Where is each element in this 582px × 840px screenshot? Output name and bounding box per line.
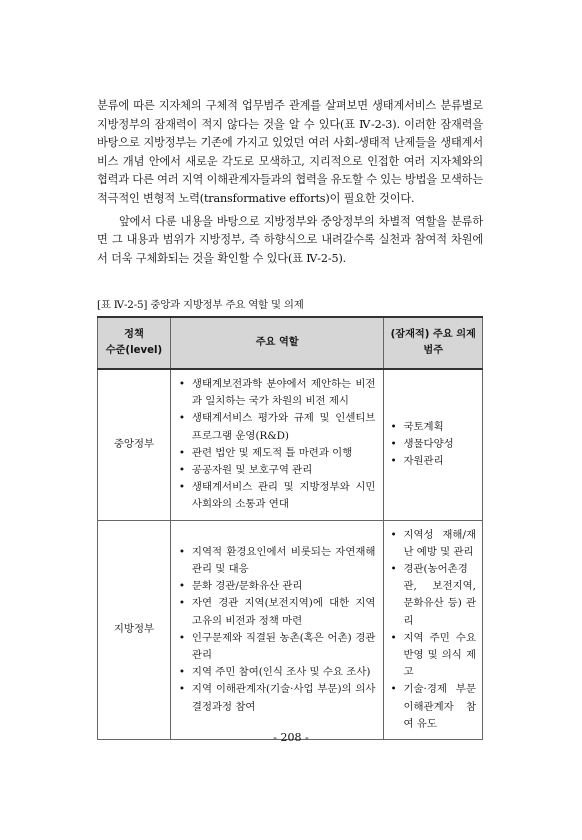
header-agenda-category	[384, 317, 483, 369]
list-item	[177, 376, 376, 410]
agenda-cell	[384, 369, 483, 520]
list-item-text: 생물다양성	[403, 438, 454, 451]
agenda-list	[388, 419, 476, 471]
table-caption: [표 Ⅳ-2-5] 중앙과 지방정부 주요 역할 및 의제	[97, 299, 304, 311]
list-item-text: 자원관리	[403, 455, 444, 468]
list-item	[388, 527, 476, 561]
list-item-text: 경관(농어촌경관, 보전지역, 문화유산 등) 관리	[403, 563, 476, 627]
list-item	[388, 419, 476, 436]
bullet-icon: •	[390, 421, 397, 433]
bullet-icon: •	[178, 597, 186, 610]
roles-cell	[170, 369, 384, 520]
list-item	[177, 578, 376, 595]
list-item	[177, 479, 376, 513]
list-item-text: 지역성 재해/재난 예방 및 관리	[403, 528, 476, 558]
list-item	[388, 436, 476, 453]
header-policy-level-line2: 수준(level)	[105, 345, 163, 356]
bullet-icon: •	[390, 683, 397, 696]
table-header-row	[98, 317, 483, 369]
list-item-text: 지역 이해관계자(기술·사업 부문)의 의사결정과정 참여	[191, 683, 376, 713]
list-item-text: 지역적 환경요인에서 비롯되는 자연재해 관리 및 대응	[191, 545, 376, 576]
bullet-icon: •	[178, 683, 186, 696]
bullet-icon: •	[178, 412, 186, 425]
list-item-text: 지역 주민 참여(인식 조사 및 수요 조사)	[191, 666, 371, 679]
table-row-local-government	[98, 520, 483, 739]
level-cell: 중앙정부	[98, 369, 171, 520]
list-item	[177, 664, 376, 681]
bullet-icon: •	[178, 580, 186, 593]
policy-roles-table	[97, 316, 483, 740]
list-item-text: 지역 주민 수요 반영 및 의식 제고	[403, 631, 476, 679]
list-item	[388, 630, 476, 682]
body-paragraph-1: 분류에 따른 지자체의 구체적 업무범주 관계를 살펴보면 생태계서비스 분류별로 지방정부의 잠재력이 적지 않다는 것을 알 수 있다(표 Ⅳ-2-3). 이러한 잠재력을 바탕으로 지방정부는 기존에 가지고 있었던 여러 사회-생태적 난제들을 생태계서비스 개념 안에서 새로운 각도로 모색하고, 지리적으로 인접한 여러 지자체와의 협력과 다른 여러 지역 이해관계자들과의 협력을 유도할 수 있는 방법을 모색하는 적극적인 변형적 노력(transformative efforts)이 필요한 것이다.	[97, 99, 483, 205]
list-item-text: 자연 경관 지역(보전지역)에 대한 지역 고유의 비전과 정책 마련	[191, 597, 376, 627]
header-policy-level	[98, 317, 171, 369]
list-item-text: 공공자원 및 보호구역 관리	[191, 464, 313, 477]
page-number: - 208 -	[273, 731, 309, 744]
list-item	[177, 595, 376, 629]
agenda-cell	[384, 520, 483, 739]
header-policy-level-line1: 정책	[124, 329, 144, 340]
bullet-icon: •	[178, 545, 186, 558]
list-item-text: 관련 법안 및 제도적 틀 마련과 이행	[191, 446, 353, 459]
roles-cell	[170, 520, 384, 739]
header-agenda-line1: (잠재적) 주요 의제	[390, 329, 476, 340]
bullet-icon: •	[390, 528, 397, 541]
bullet-icon: •	[178, 481, 186, 494]
bullet-icon: •	[178, 631, 186, 644]
list-item	[177, 681, 376, 715]
list-item	[177, 544, 376, 578]
table-row-central-government	[98, 369, 483, 520]
list-item	[388, 681, 476, 733]
header-main-roles: 주요 역할	[170, 317, 384, 369]
bullet-icon: •	[178, 666, 186, 679]
list-item	[388, 453, 476, 470]
table-body	[98, 369, 483, 740]
list-item-text: 인구문제와 직결된 농촌(혹은 어촌) 경관 관리	[191, 631, 376, 662]
level-cell: 지방정부	[98, 520, 171, 739]
bullet-icon: •	[178, 378, 186, 390]
list-item-text: 생태계서비스 관리 및 지방정부와 시민사회와의 소통과 연대	[191, 481, 376, 511]
list-item	[177, 462, 376, 479]
list-item-text: 국토계획	[403, 421, 444, 433]
list-item	[177, 630, 376, 664]
roles-list	[177, 376, 376, 514]
table-header	[98, 317, 483, 369]
roles-list	[177, 544, 376, 716]
agenda-list	[388, 527, 476, 733]
bullet-icon: •	[390, 438, 397, 451]
list-item-text: 생태계보전과학 분야에서 제안하는 비전과 일치하는 국가 차원의 비전 제시	[191, 378, 376, 408]
list-item-text: 생태계서비스 평가와 규제 및 인센티브 프로그램 운영(R&D)	[191, 412, 376, 442]
bullet-icon: •	[178, 464, 186, 477]
list-item	[388, 561, 476, 630]
bullet-icon: •	[178, 446, 186, 459]
list-item-text: 문화 경관/문화유산 관리	[191, 580, 303, 593]
bullet-icon: •	[390, 563, 397, 576]
body-paragraph-2: 앞에서 다룬 내용을 바탕으로 지방정부와 중앙정부의 차별적 역할을 분류하면 그 내용과 범위가 지방정부, 즉 하향식으로 내려갈수록 실천과 참여적 차원에서 더욱 구체화되는 것을 확인할 수 있다(표 Ⅳ-2-5).	[97, 214, 483, 265]
bullet-icon: •	[390, 631, 397, 644]
list-item-text: 기술·경제 부문 이해관계자 참여 유도	[403, 683, 476, 730]
list-item	[177, 445, 376, 462]
header-agenda-line2: 범주	[423, 345, 444, 356]
bullet-icon: •	[390, 455, 397, 468]
list-item	[177, 410, 376, 444]
body-text	[97, 97, 483, 272]
